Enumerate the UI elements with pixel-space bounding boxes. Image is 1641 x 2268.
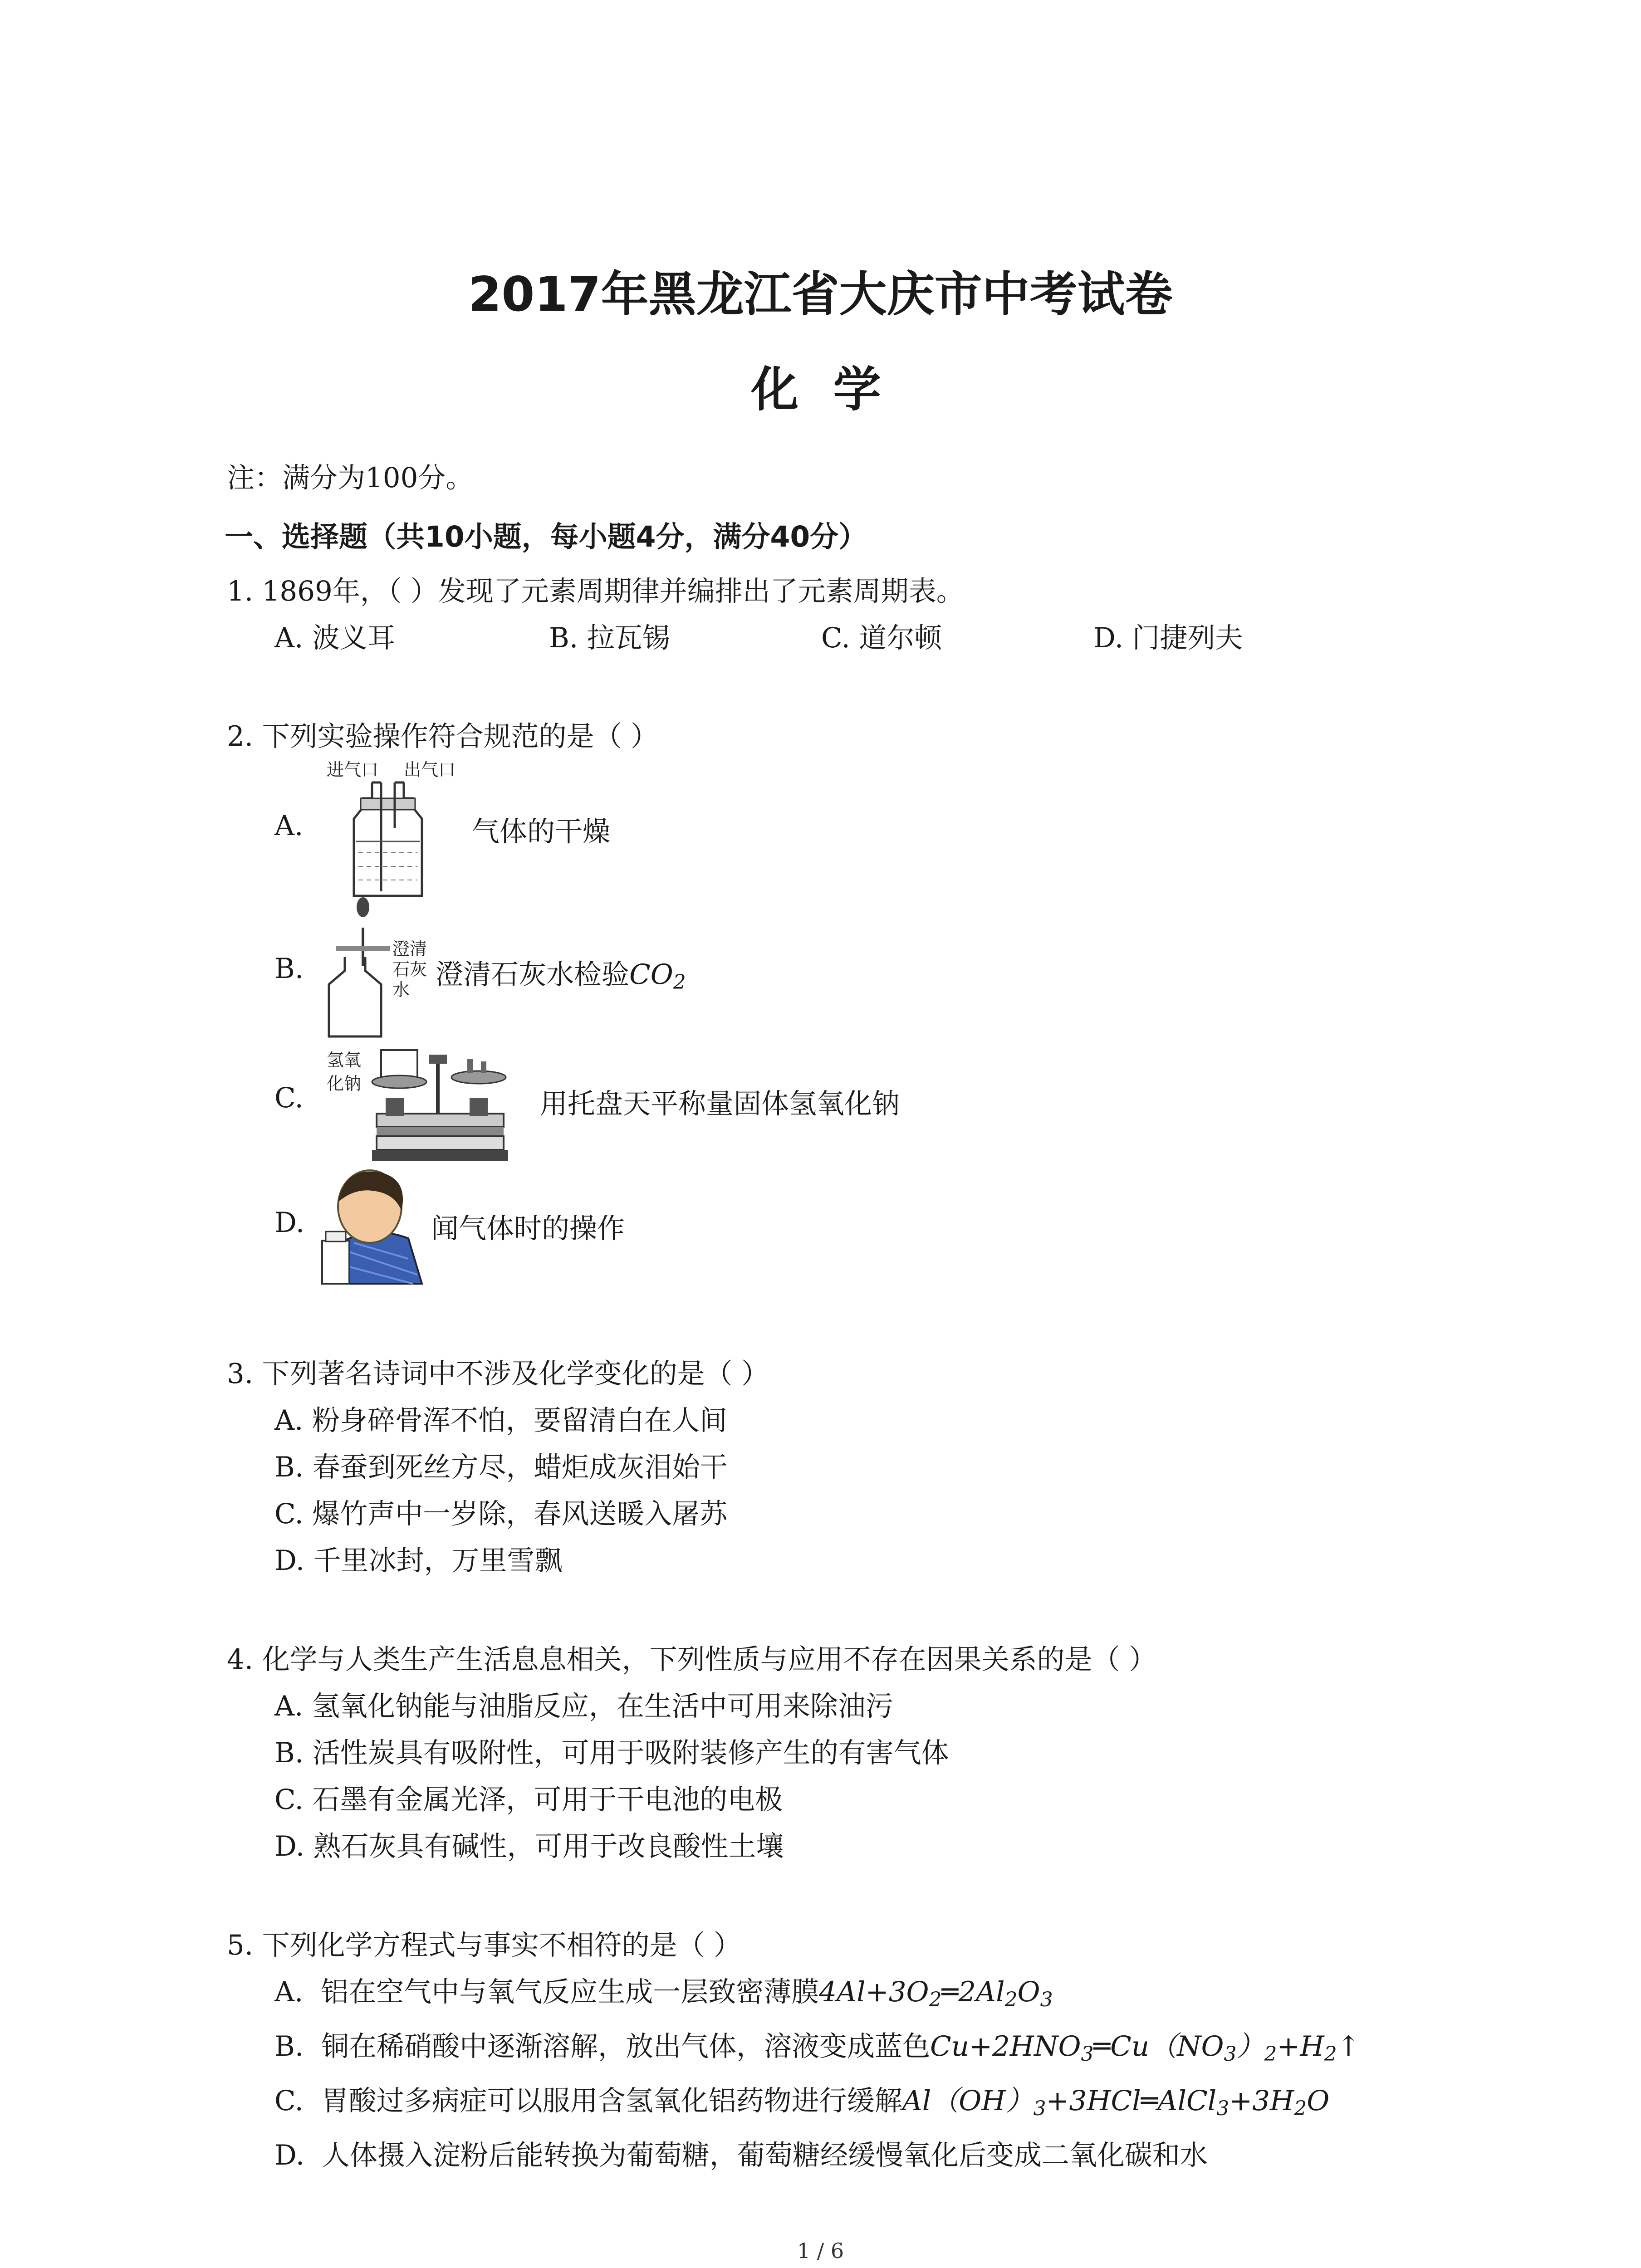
limewater-label-2: 石灰 [392,959,427,979]
question-1-option-c: C. 道尔顿 [821,622,942,654]
question-4-stem: 4. 化学与人类生产生活息息相关，下列性质与应用不存在因果关系的是（ ） [227,1643,1156,1676]
naoh-label-2: 化钠 [327,1074,362,1094]
question-4-option-a: A. 氢氧化钠能与油脂反应，在生活中可用来除油污 [274,1690,893,1722]
question-3-stem: 3. 下列著名诗词中不涉及化学变化的是（ ） [227,1358,769,1390]
question-5-option-b: B. 铜在稀硝酸中逐渐溶解，放出气体，溶液变成蓝色$Cu+2HNO_3═Cu(NO_3)_2+H_2↑$ [274,2030,1360,2066]
limewater-label-3: 水 [392,980,410,1000]
question-4-option-b: B. 活性炭具有吸附性，可用于吸附装修产生的有害气体 [274,1737,949,1769]
question-5-option-c: C. 胃酸过多病症可以服用含氢氧化铝药物进行缓解$Al(OH)_3+3HCl═AlCl_3+3H_2O$ [274,2085,1330,2120]
question-2-option-b-letter: B. [274,953,304,985]
question-1-stem: 1. 1869年，（ ）发现了元素周期律并编排出了元素周期表。 [227,575,964,607]
balance-scale-figure [318,1039,535,1175]
question-1-option-a: A. 波义耳 [274,622,395,654]
score-note: 注：满分为100分。 [227,462,474,494]
question-1-option-d: D. 门捷列夫 [1093,622,1243,654]
question-2-option-d-text: 闻气体时的操作 [431,1212,625,1245]
limewater-dropper-figure [318,907,436,1043]
gas-drying-bottle-figure [318,755,481,905]
question-3-option-c: C. 爆竹声中一岁除，春风送暖入屠苏 [274,1498,728,1530]
smelling-gas-figure [318,1161,436,1288]
question-3-option-a: A. 粉身碎骨浑不怕，要留清白在人间 [274,1404,727,1437]
naoh-label-1: 氢氧 [327,1050,362,1070]
question-5-stem: 5. 下列化学方程式与事实不相符的是（ ） [227,1929,741,1961]
outlet-label: 出气口 [404,760,456,780]
question-4-option-d: D. 熟石灰具有碱性，可用于改良酸性土壤 [274,1830,784,1862]
question-3-option-d: D. 千里冰封，万里雪飘 [274,1545,563,1577]
question-2-option-c-text: 用托盘天平称量固体氢氧化钠 [540,1088,900,1120]
question-2-option-a-letter: A. [274,810,304,842]
question-4-option-c: C. 石墨有金属光泽，可用于干电池的电极 [274,1784,783,1816]
question-5-option-d: D. 人体摄入淀粉后能转换为葡萄糖，葡萄糖经缓慢氧化后变成二氧化碳和水 [274,2139,1208,2171]
page-number: 1 / 6 [797,2239,844,2263]
limewater-label-1: 澄清 [392,939,427,959]
question-5-option-a: A. 铝在空气中与氧气反应生成一层致密薄膜$4Al+3O_2═2Al_2O_3$ [274,1976,1053,2011]
question-3-option-b: B. 春蚕到死丝方尽，蜡炬成灰泪始干 [274,1451,728,1483]
section-heading: 一、选择题（共10小题，每小题4分，满分40分） [225,520,867,553]
question-1-option-b: B. 拉瓦锡 [549,622,670,654]
question-2-stem: 2. 下列实验操作符合规范的是（ ） [227,720,658,753]
page-title: 2017年黑龙江省大庆市中考试卷 [468,267,1173,322]
question-2-option-c-letter: C. [274,1082,304,1114]
question-2-option-b-text: 澄清石灰水检验$CO_2$ [436,958,686,994]
question-2-option-a-text: 气体的干燥 [472,816,611,848]
page-subtitle: 化 学 [751,362,890,417]
question-2-option-d-letter: D. [274,1207,305,1239]
inlet-label: 进气口 [327,760,379,780]
